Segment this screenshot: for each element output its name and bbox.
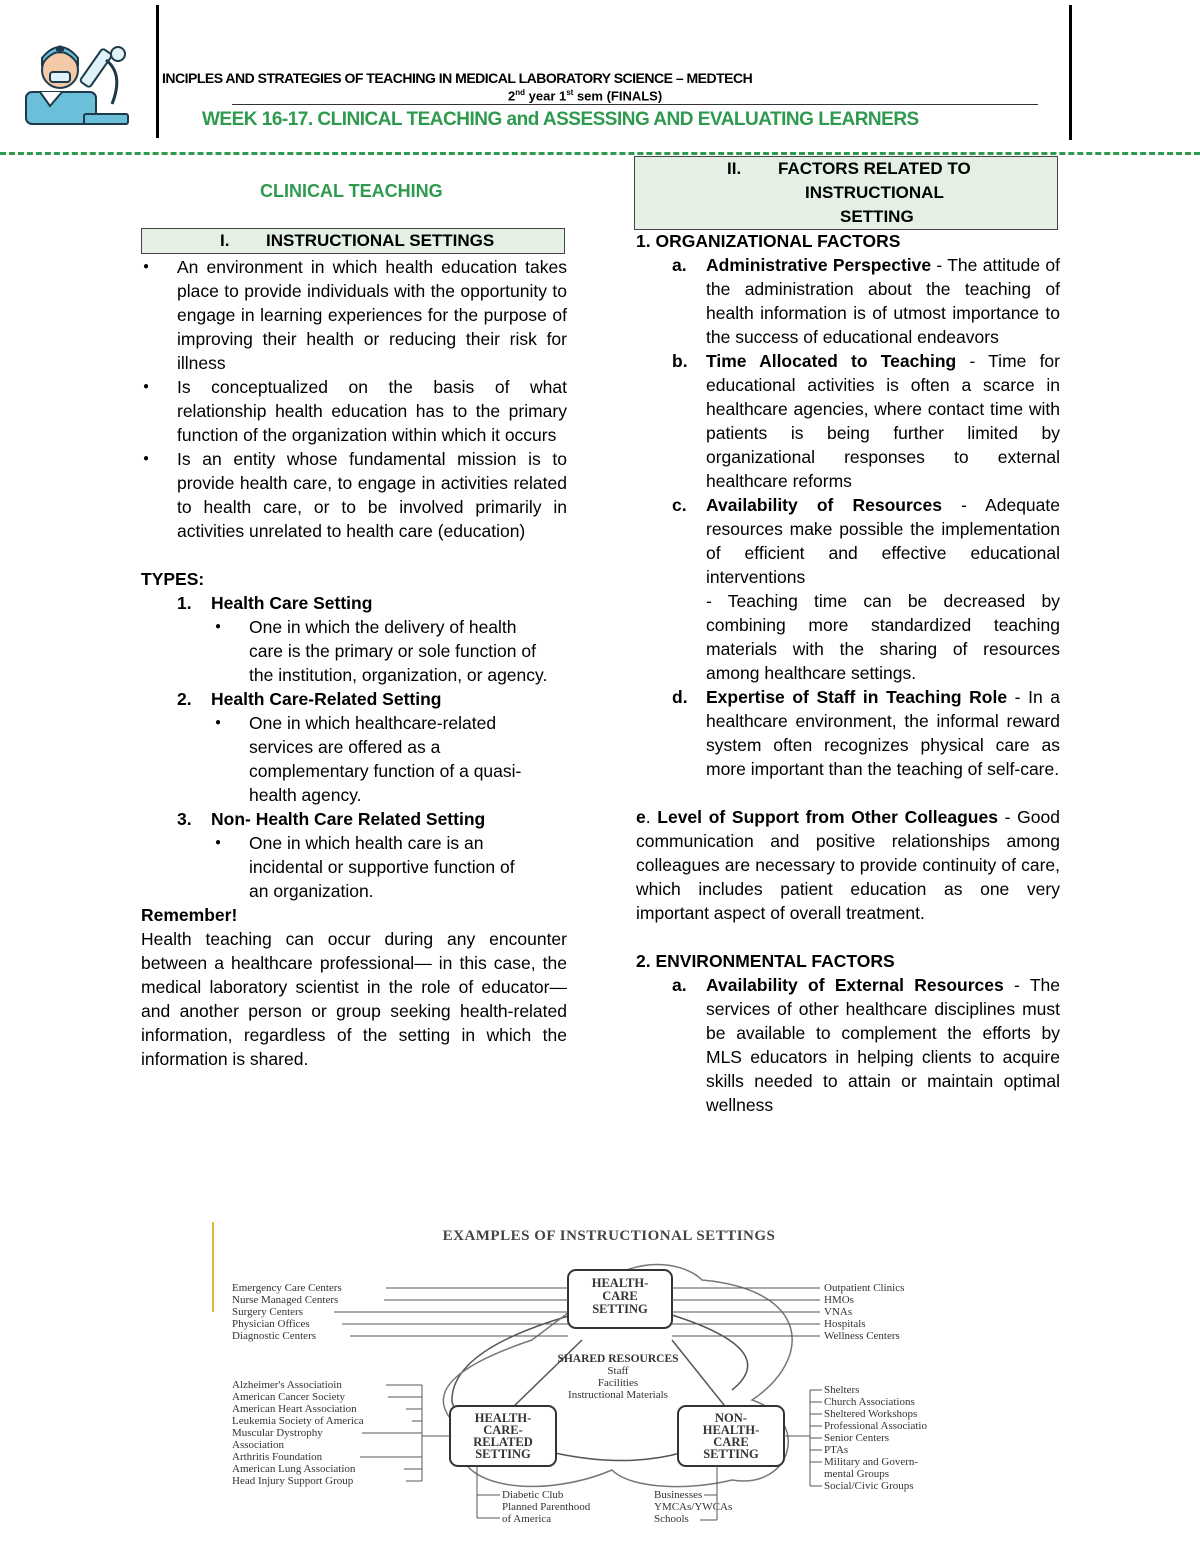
header-left-rule xyxy=(156,5,159,138)
type-title: Health Care Setting xyxy=(211,593,373,613)
hcr-bottom-item: Diabetic Club xyxy=(502,1489,564,1501)
type-desc: ● One in which healthcare-related services are offered as a complementary function of a quasi-health agency. xyxy=(213,711,533,807)
nhc-bottom-item: YMCAs/YWCAs xyxy=(654,1501,733,1513)
hcr-left-item: American Lung Association xyxy=(232,1463,356,1475)
hc-box-line: CARE xyxy=(602,1289,638,1303)
figure-title: EXAMPLES OF INSTRUCTIONAL SETTINGS xyxy=(442,1228,776,1244)
nhc-box-line: HEALTH- xyxy=(702,1423,760,1437)
item-title: Level of Support from Other Colleagues xyxy=(657,807,998,827)
right-column xyxy=(636,229,1060,1117)
shared-resources-title: SHARED RESOURCES xyxy=(557,1353,679,1365)
hc-left-item: Emergency Care Centers xyxy=(232,1282,342,1294)
header-underline xyxy=(232,104,1038,105)
hcr-bottom-list xyxy=(502,1489,591,1525)
hcr-box-line: CARE- xyxy=(483,1423,523,1437)
nhc-box-line: SETTING xyxy=(703,1447,759,1461)
nhc-bottom-list xyxy=(654,1489,732,1525)
clinical-teaching-heading: CLINICAL TEACHING xyxy=(260,181,443,201)
section-ii-box xyxy=(634,156,1058,230)
hc-right-item: VNAs xyxy=(824,1306,853,1318)
hc-left-item: Diagnostic Centers xyxy=(232,1330,317,1342)
hcr-box-line: SETTING xyxy=(475,1447,531,1461)
hc-box-line: SETTING xyxy=(592,1302,648,1316)
hc-right-connectors xyxy=(672,1288,820,1336)
item-letter: a. xyxy=(672,255,687,275)
section-i-box xyxy=(141,228,565,254)
hc-right-item: Outpatient Clinics xyxy=(824,1282,905,1294)
org-factor-item xyxy=(636,349,1060,493)
section-ii-title-1: FACTORS RELATED TO xyxy=(778,159,971,178)
type-desc-wrap xyxy=(141,711,533,807)
hcr-left-item: Leukemia Society of America xyxy=(232,1415,364,1427)
section-ii-title-2: INSTRUCTIONAL xyxy=(805,183,944,202)
item-title: Administrative Perspective xyxy=(706,255,932,275)
nhc-right-item: PTAs xyxy=(824,1444,849,1456)
week-title: WEEK 16-17. CLINICAL TEACHING and ASSESSING AND EVALUATING LEARNERS xyxy=(202,109,919,130)
hcr-left-item: Arthritis Foundation xyxy=(232,1451,323,1463)
header-separator xyxy=(0,152,1200,155)
item-letter: b. xyxy=(672,351,688,371)
hc-left-item: Physician Offices xyxy=(232,1318,310,1330)
item-title: Expertise of Staff in Teaching Role xyxy=(706,687,1008,707)
setting-bullet: ● Is an entity whose fundamental mission is to provide health care, to engage in activities related to health care, or to be involved primarily in activities unrelated to health care (education) xyxy=(141,447,567,543)
item-title: Availability of Resources xyxy=(706,495,942,515)
type-num: 1. xyxy=(177,593,192,613)
hcr-left-list xyxy=(232,1379,364,1487)
org-factor-item xyxy=(636,685,1060,781)
hc-left-item: Surgery Centers xyxy=(232,1306,303,1318)
hcr-left-item: American Heart Association xyxy=(232,1403,357,1415)
type-desc-wrap xyxy=(141,615,553,687)
logo xyxy=(20,30,132,130)
setting-bullet: ● An environment in which health education takes place to provide individuals with the opportunity to engage in learning experiences for the purpose of improving their health or reducing their risk for illness xyxy=(141,255,567,375)
hcr-left-item: Head Injury Support Group xyxy=(232,1475,354,1487)
hcr-left-item: Muscular Dystrophy xyxy=(232,1427,323,1439)
type-desc-wrap xyxy=(141,831,523,903)
nhc-right-item: Professional Associatio xyxy=(824,1420,927,1432)
section-ii-num: II. xyxy=(727,159,742,178)
nhc-right-item: Church Associations xyxy=(824,1396,915,1408)
nhc-right-item: Sheltered Workshops xyxy=(824,1408,918,1420)
hcr-left-item: Alzheimer's Associatioin xyxy=(232,1379,342,1391)
item-title: Availability of External Resources xyxy=(706,975,1004,995)
hcr-left-item: American Cancer Society xyxy=(232,1391,346,1403)
doctor-microscope-icon xyxy=(20,30,132,130)
hc-right-item: HMOs xyxy=(824,1294,854,1306)
item-desc: - The services of other healthcare disciplines must be available to complement the efforts by MLS educators in helping clients to acquire skills needed to attain or maintain optimal wellness xyxy=(706,975,1061,1115)
item-desc: - Good communication and positive relationships among colleagues are necessary to provide continuity of care, which includes patient education as one very important aspect of overall treatment. xyxy=(636,807,1060,923)
item-letter: d. xyxy=(672,687,688,707)
type-item xyxy=(141,807,567,831)
item-letter: a. xyxy=(672,975,687,995)
course-title: INCIPLES AND STRATEGIES OF TEACHING IN MEDICAL LABORATORY SCIENCE – MEDTECH xyxy=(162,70,753,86)
type-num: 2. xyxy=(177,689,192,709)
nhc-right-list xyxy=(824,1384,927,1492)
nhc-box-line: NON- xyxy=(715,1411,747,1425)
item-desc: - Adequate resources make possible the implementation of efficient and effective educational interventions xyxy=(706,495,1060,587)
section-i-num: I. xyxy=(220,231,230,250)
nhc-bottom-item: Businesses xyxy=(654,1489,703,1501)
setting-bullet: ● Is conceptualized on the basis of what relationship health education has to the primary function of the organization within which it occurs xyxy=(141,375,567,447)
remember-label: Remember! xyxy=(141,905,238,925)
item-desc: - Time for educational activities is often a scarce in healthcare agencies, where contact time with patients is being further limited by organizational responses to external healthcare reforms xyxy=(706,351,1060,491)
hc-left-item: Nurse Managed Centers xyxy=(232,1294,339,1306)
item-extra: - Teaching time can be decreased by combining more standardized teaching materials with the sharing of resources among healthcare settings. xyxy=(706,591,1060,683)
item-letter: c. xyxy=(672,495,687,515)
hc-left-connectors xyxy=(334,1288,568,1336)
semester-label: 2nd year 1st sem (FINALS) xyxy=(508,88,663,104)
hcr-bottom-item: Planned Parenthood xyxy=(502,1501,591,1513)
nhc-right-item: mental Groups xyxy=(824,1468,890,1480)
type-desc: ● One in which health care is an incidental or supportive function of an organization. xyxy=(213,831,523,903)
item-title: Time Allocated to Teaching xyxy=(706,351,957,371)
header-right-rule xyxy=(1069,5,1072,140)
hcr-bottom-item: of America xyxy=(502,1513,552,1525)
hcr-left-item: Association xyxy=(232,1439,284,1451)
left-column xyxy=(141,255,567,1071)
type-title: Non- Health Care Related Setting xyxy=(211,809,486,829)
nhc-bottom-item: Schools xyxy=(654,1513,689,1525)
instructional-settings-diagram xyxy=(212,1220,964,1538)
hcr-box-line: RELATED xyxy=(473,1435,533,1449)
type-title: Health Care-Related Setting xyxy=(211,689,442,709)
hc-right-item: Hospitals xyxy=(824,1318,866,1330)
nhc-box-line: CARE xyxy=(713,1435,749,1449)
item-letter: e xyxy=(636,807,646,827)
type-item xyxy=(141,687,567,711)
nhc-right-item: Military and Govern- xyxy=(824,1456,919,1468)
env-factors-heading: 2. ENVIRONMENTAL FACTORS xyxy=(636,951,895,971)
section-i-title: INSTRUCTIONAL SETTINGS xyxy=(266,231,495,250)
hc-right-item: Wellness Centers xyxy=(824,1330,900,1342)
item-desc: - The attitude of the administration about the teaching of health information is of utmost importance to the success of educational endeavors xyxy=(706,255,1060,347)
hcr-bottom-connectors xyxy=(477,1466,500,1518)
org-factor-item xyxy=(636,493,1060,685)
env-factor-item xyxy=(636,973,1060,1117)
colleague-support-item: e. Level of Support from Other Colleagues - Good communication and positive relationships among colleagues are necessary to provide continuity of care, which includes patient education as one very important aspect of overall treatment. xyxy=(636,807,1060,923)
types-label: TYPES: xyxy=(141,569,205,589)
nhc-right-item: Shelters xyxy=(824,1384,860,1396)
remember-text: Health teaching can occur during any encounter between a healthcare professional— in this case, the medical laboratory scientist in the role of educator—and another person or group seeking health-related information, regardless of the setting in which the information is shared. xyxy=(141,929,567,1069)
hcr-left-connectors xyxy=(360,1385,450,1481)
hc-box-line: HEALTH- xyxy=(591,1276,649,1290)
org-factor-item xyxy=(636,253,1060,349)
nhc-right-item: Senior Centers xyxy=(824,1432,890,1444)
nhc-right-item: Social/Civic Groups xyxy=(824,1480,914,1492)
org-factors-heading: 1. ORGANIZATIONAL FACTORS xyxy=(636,231,901,251)
shared-resource-item: Facilities xyxy=(597,1377,639,1389)
type-desc: ● One in which the delivery of health care is the primary or sole function of the institution, organization, or agency. xyxy=(213,615,553,687)
section-ii-title-3: SETTING xyxy=(840,207,914,226)
hc-right-list xyxy=(824,1282,904,1342)
type-num: 3. xyxy=(177,809,192,829)
nhc-right-connectors xyxy=(784,1390,822,1486)
hc-left-list xyxy=(232,1282,342,1342)
type-item xyxy=(141,591,567,615)
shared-resource-item: Staff xyxy=(607,1365,629,1377)
shared-resource-item: Instructional Materials xyxy=(568,1389,668,1401)
hcr-box-line: HEALTH- xyxy=(474,1411,532,1425)
item-desc: - In a healthcare environment, the informal reward system often recognizes physical care as more important than the teaching of self-care. xyxy=(706,687,1060,779)
